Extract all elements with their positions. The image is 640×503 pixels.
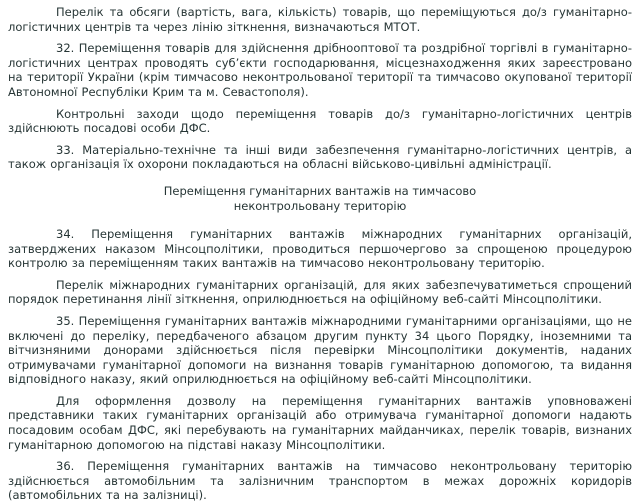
paragraph-permit-processing: Для оформлення дозволу на переміщення гуманітарних вантажів уповноважені представники таких гуманітарних організацій або отримувача гуманітарної допомоги надають посадовим особам ДФС, які перебувають на гуманітарних майданчиках, перелік товарів, визнаних гуманітарною допомогою на підставі наказу Мінсоцполітики. (8, 393, 632, 452)
paragraph-goods-list: Перелік та обсяги (вартість, вага, кількість) товарів, що переміщуються до/з гуманітарно-логістичних центрів та через лінію зіткнення, визначаються МТОТ. (8, 5, 632, 34)
paragraph-control-measures: Контрольні заходи щодо переміщення товарів до/з гуманітарно-логістичних центрів здійснюють посадові особи ДФС. (8, 106, 632, 136)
section-heading: Переміщення гуманітарних вантажів на тимчасово неконтрольовану територію (163, 183, 477, 214)
paragraph-item-32: 32. Переміщення товарів для здійснення дрібнооптової та роздрібної торгівлі в гуманітарно-логістичних центрах проводять суб’єкти господарювання, місцезнаходження яких зареєстровано на території України (крім тимчасово неконтрольованої території та тимчасово окупованої території Автономної Республіки Крим та м. Севастополя). (8, 41, 632, 99)
paragraph-item-35: 35. Переміщення гуманітарних вантажів міжнародними гуманітарними організаціями, що не включені до переліку, передбаченого абзацом другим пункту 34 цього Порядку, іноземними та вітчизняними донорами здійснюється після перевірки Мінсоцполітики документів, наданих отримувачами гуманітарної допомоги на визнання товарів гуманітарною допомогою, та видання відповідного наказу, який оприлюднюється на офіційному веб-сайті Мінсоцполітики. (8, 313, 632, 387)
paragraph-org-list: Перелік міжнародних гуманітарних організацій, для яких забезпечуватиметься спрощений порядок перетинання лінії зіткнення, оприлюднюється на офіційному веб-сайті Мінсоцполітики. (8, 277, 632, 307)
paragraph-item-36: 36. Переміщення гуманітарних вантажів на тимчасово неконтрольовану територію здійснюється автомобільним та залізничним транспортом в межах дорожніх коридорів (автомобільних та на залізниці). (8, 459, 632, 503)
paragraph-item-34: 34. Переміщення гуманітарних вантажів міжнародних гуманітарних організацій, затверджених наказом Мінсоцполітики, проводиться першочергово за спрощеною процедурою контролю за переміщенням таких вантажів на тимчасово неконтрольовану територію. (8, 226, 632, 271)
paragraph-item-33: 33. Матеріально-технічне та інші види забезпечення гуманітарно-логістичних центрів, а також організація їх охорони покладаються на обласні військово-цивільні адміністрації. (8, 142, 632, 172)
